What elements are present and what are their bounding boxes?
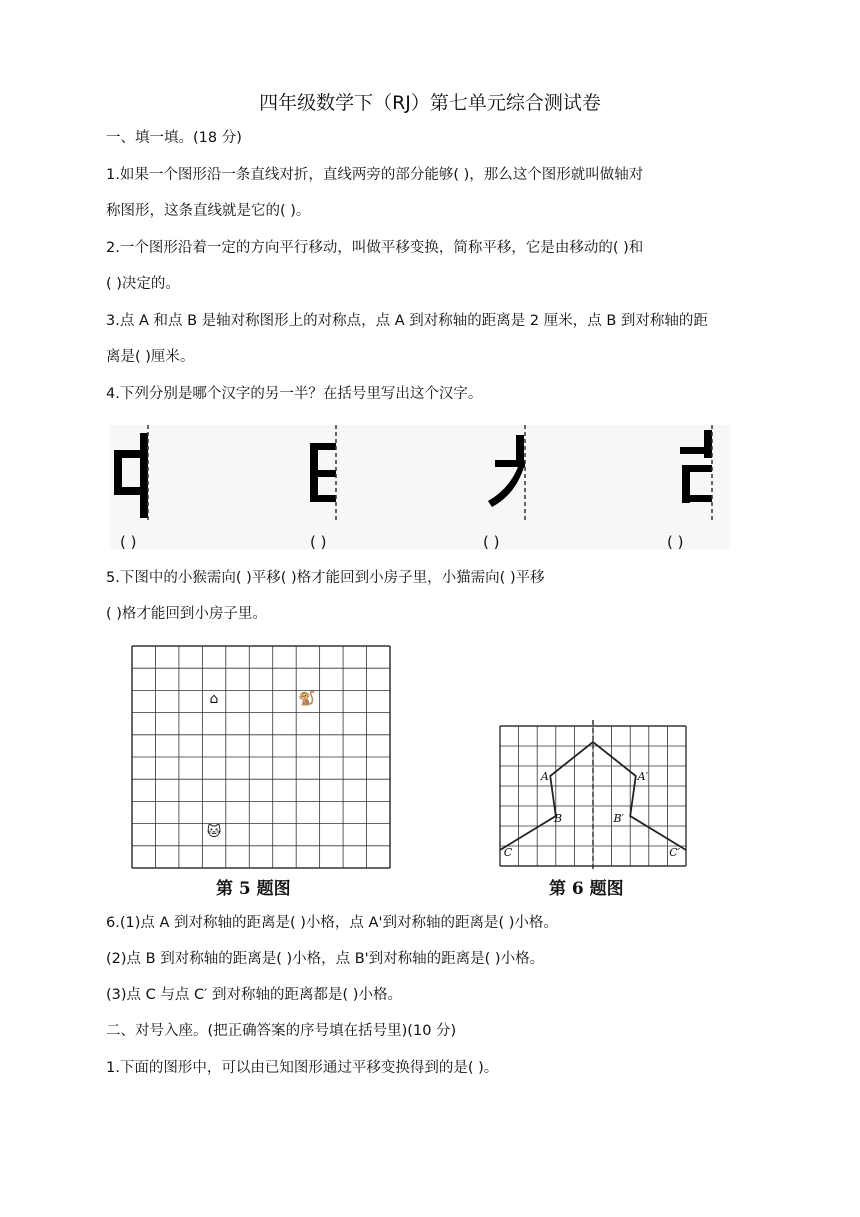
monkey-icon: 🐒 xyxy=(298,691,316,707)
q5-line2: ( )格才能回到小房子里。 xyxy=(106,606,267,622)
q4-line1: 4.下列分别是哪个汉字的另一半？在括号里写出这个汉字。 xyxy=(106,386,483,402)
q5-line1: 5.下图中的小猴需向( )平移( )格才能回到小房子里，小猫需向( )平移 xyxy=(106,570,545,586)
q1-line2: 称图形，这条直线就是它的( )。 xyxy=(106,203,311,219)
point-label: B′ xyxy=(613,812,625,825)
figure6-grid xyxy=(500,726,686,866)
fig5-caption: 第 5 题图 xyxy=(216,879,291,899)
page-title: 四年级数学下（RJ）第七单元综合测试卷 xyxy=(259,92,601,114)
figure5-grid xyxy=(132,646,390,868)
house-icon: ⌂ xyxy=(209,691,219,707)
section1-heading: 一、填一填。(18 分) xyxy=(106,130,242,146)
q6-part1: 6.(1)点 A 到对称轴的距离是( )小格，点 A'到对称轴的距离是( )小格。 xyxy=(106,915,558,931)
q4-blank-3[interactable]: ( ) xyxy=(483,533,500,551)
section2-heading: 二、对号入座。(把正确答案的序号填在括号里)(10 分) xyxy=(106,1023,457,1039)
q2-line1: 2.一个图形沿着一定的方向平行移动，叫做平移变换，简称平移，它是由移动的( )和 xyxy=(106,240,644,256)
point-label: C′ xyxy=(669,846,681,859)
fig6-caption: 第 6 题图 xyxy=(549,879,624,899)
q1-line1: 1.如果一个图形沿一条直线对折，直线两旁的部分能够( )，那么这个图形就叫做轴对 xyxy=(106,167,644,183)
point-label: C xyxy=(503,846,513,859)
point-label: B xyxy=(553,812,563,825)
q4-blank-2[interactable]: ( ) xyxy=(310,533,327,551)
q4-blank-4[interactable]: ( ) xyxy=(667,533,684,551)
q4-half-characters-figure xyxy=(110,425,730,545)
q3-line2: 离是( )厘米。 xyxy=(106,349,195,365)
q6-part3: (3)点 C 与点 C′ 到对称轴的距离都是( )小格。 xyxy=(106,987,402,1003)
cat-icon: 🐱 xyxy=(206,824,222,840)
section2-q1: 1.下面的图形中，可以由已知图形通过平移变换得到的是( )。 xyxy=(106,1060,499,1076)
q4-blank-1[interactable]: ( ) xyxy=(120,533,137,551)
point-label: A xyxy=(540,770,549,783)
q6-part2: (2)点 B 到对称轴的距离是( )小格，点 B'到对称轴的距离是( )小格。 xyxy=(106,951,545,967)
q2-line2: ( )决定的。 xyxy=(106,276,180,292)
q3-line1: 3.点 A 和点 B 是轴对称图形上的对称点，点 A 到对称轴的距离是 2 厘米，点 B 到对称轴的距 xyxy=(106,313,708,329)
point-label: A′ xyxy=(637,770,649,783)
